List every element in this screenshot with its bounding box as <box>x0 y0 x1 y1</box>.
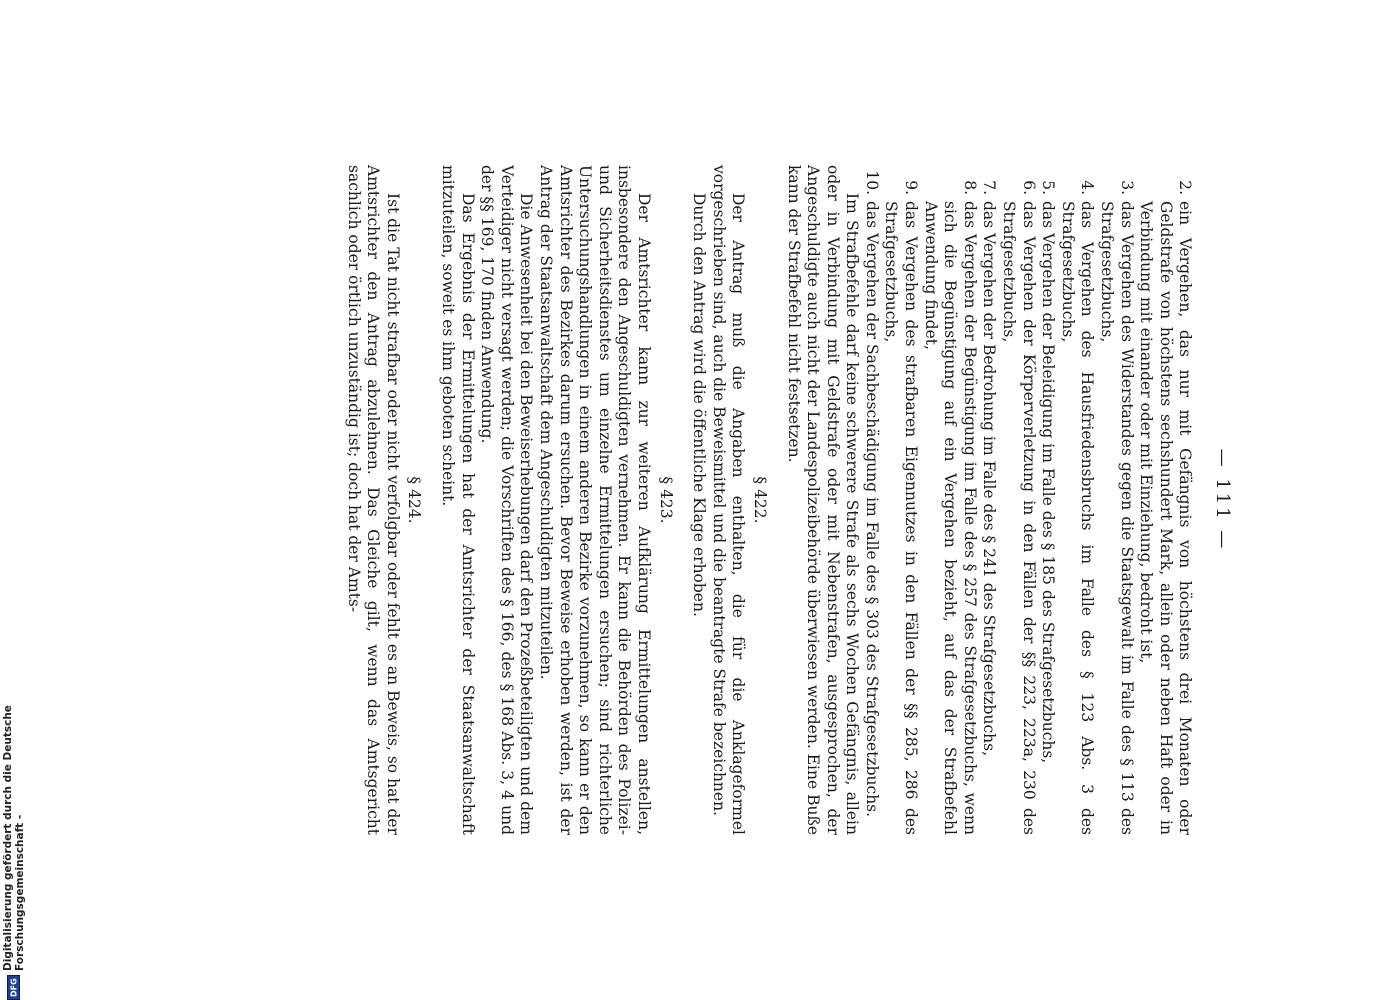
list-item-number: 6. <box>1019 180 1038 195</box>
list-item-number: 3. <box>1117 180 1136 195</box>
list-item-number: 5. <box>1039 180 1058 195</box>
list-item <box>1136 165 1195 835</box>
list-item-text: das Vergehen der Bedrohung im Falle des § 241 des Strafgesetzbuchs, <box>980 201 999 756</box>
list-item-number: 9. <box>902 180 921 195</box>
list-item-number: 7. <box>980 180 999 195</box>
list-item-text: das Vergehen der Sachbeschädigung im Falle des § 303 des Strafgesetzbuchs. <box>862 201 881 818</box>
section-paragraph: Ist die Tat nicht strafbar oder nicht verfolgbar oder fehlt es an Beweis, so hat der Amtsrichter den Antrag abzulehnen. Das Gleiche gilt, wenn das Amtsgericht sachlich oder örtlich unzuständig ist; doch hat der Amts- <box>344 165 402 835</box>
numbered-list <box>861 165 1194 835</box>
digitization-note-text: Digitalisierung gefördert durch die Deutsche Forschungsgemeinschaft - <box>2 705 26 972</box>
list-item-text: ein Vergehen, das nur mit Gefängnis von höchstens drei Monaten oder Geldstrafe von höchstens sechshundert Mark, allein oder neben Haft oder in Verbindung mit einander oder mit Einziehung, bedroht ist, <box>1137 201 1195 835</box>
list-item-text: das Vergehen des Widerstandes gegen die Staatsgewalt im Falle des § 113 des Strafgesetzbuchs, <box>1098 201 1136 835</box>
list-item-number: 4. <box>1078 180 1097 195</box>
list-item <box>979 165 999 835</box>
list-item-number: 2. <box>1176 180 1195 195</box>
list-item-number: 10. <box>862 170 881 195</box>
list-item-text: das Vergehen des strafbaren Eigennutzes in den Fällen der §§ 285, 286 des Strafgesetzbuchs, <box>882 201 921 835</box>
list-item <box>1038 165 1058 835</box>
text-block <box>343 165 1233 835</box>
digitization-note <box>2 605 26 1000</box>
section-heading: § 422. <box>750 476 769 524</box>
sections-container <box>343 165 769 835</box>
section-paragraph: Die Anwesenheit bei den Beweiserhebungen darf den Prozeßbeteiligten und dem Verteidiger nicht versagt werden; die Vorschriften des § 166, des § 168 Abs. 3, 4 und der §§ 169, 170 finden Anwendung. <box>478 165 536 835</box>
list-item-text: das Vergehen der Körperverletzung in den Fällen der §§ 223, 223a, 230 des Strafgesetzbuchs, <box>1000 201 1038 835</box>
paragraph-strafbefehl: Im Strafbefehle darf keine schwerere Strafe als sechs Wochen Gefängnis, allein oder in Verbindung mit Geldstrafe oder mit Nebenstrafen, ausgesprochen, der Angeschuldigte auch nicht der Landespolizeibehörde überwiesen werden. Eine Buße kann der Strafbefehl nicht festsetzen. <box>784 165 862 835</box>
section-paragraph: Durch den Antrag wird die öffentliche Klage erhoben. <box>690 193 709 617</box>
list-item <box>920 165 979 835</box>
section-heading: § 424. <box>405 476 424 524</box>
list-item-text: das Vergehen der Begünstigung im Falle des § 257 des Strafgesetzbuchs, wenn sich die Begünstigung auf ein Vergehen bezieht, auf das der Strafbefehl Anwendung findet, <box>921 201 979 835</box>
list-item-text: das Vergehen der Beleidigung im Falle des § 185 des Strafgesetzbuchs, <box>1039 201 1058 764</box>
list-item-text: das Vergehen des Hausfriedensbruchs im Falle des § 123 Abs. 3 des Strafgesetzbuchs, <box>1058 201 1097 835</box>
list-item-number: 8. <box>960 180 979 195</box>
dfg-logo: DFG <box>8 975 21 1000</box>
section-paragraph: Das Ergebnis der Ermittelungen hat der Amtsrichter der Staatsanwaltschaft mitzuteilen, soweit es ihm geboten scheint. <box>439 165 477 835</box>
page-number-header: — 111 — <box>1212 448 1233 552</box>
list-item <box>998 165 1037 835</box>
list-item <box>881 165 920 835</box>
section-heading: § 423. <box>656 476 675 524</box>
list-item <box>1057 165 1096 835</box>
section-paragraph: Der Amtsrichter kann zur weiteren Aufklärung Ermittelungen anstellen, insbesondere den Angeschuldigten vernehmen. Er kann die Behörden des Polizei- und Sicherheitsdienstes um einzelne Ermittelungen ersuchen; sind richterliche Untersuchungshandlungen in einem anderen Bezirke vorzunehmen, so kann er den Amtsrichter des Bezirkes darum ersuchen. Bevor Beweise erhoben werden, ist der Antrag der Staatsanwaltschaft dem Angeschuldigten mitzuteilen. <box>537 165 653 835</box>
list-item <box>861 165 881 835</box>
list-item <box>1096 165 1135 835</box>
section-paragraph: Der Antrag muß die Angaben enthalten, die für die Anklageformel vorgeschrieben sind, auch die Beweismittel und die beantragte Strafe bezeichnen. <box>709 165 748 835</box>
